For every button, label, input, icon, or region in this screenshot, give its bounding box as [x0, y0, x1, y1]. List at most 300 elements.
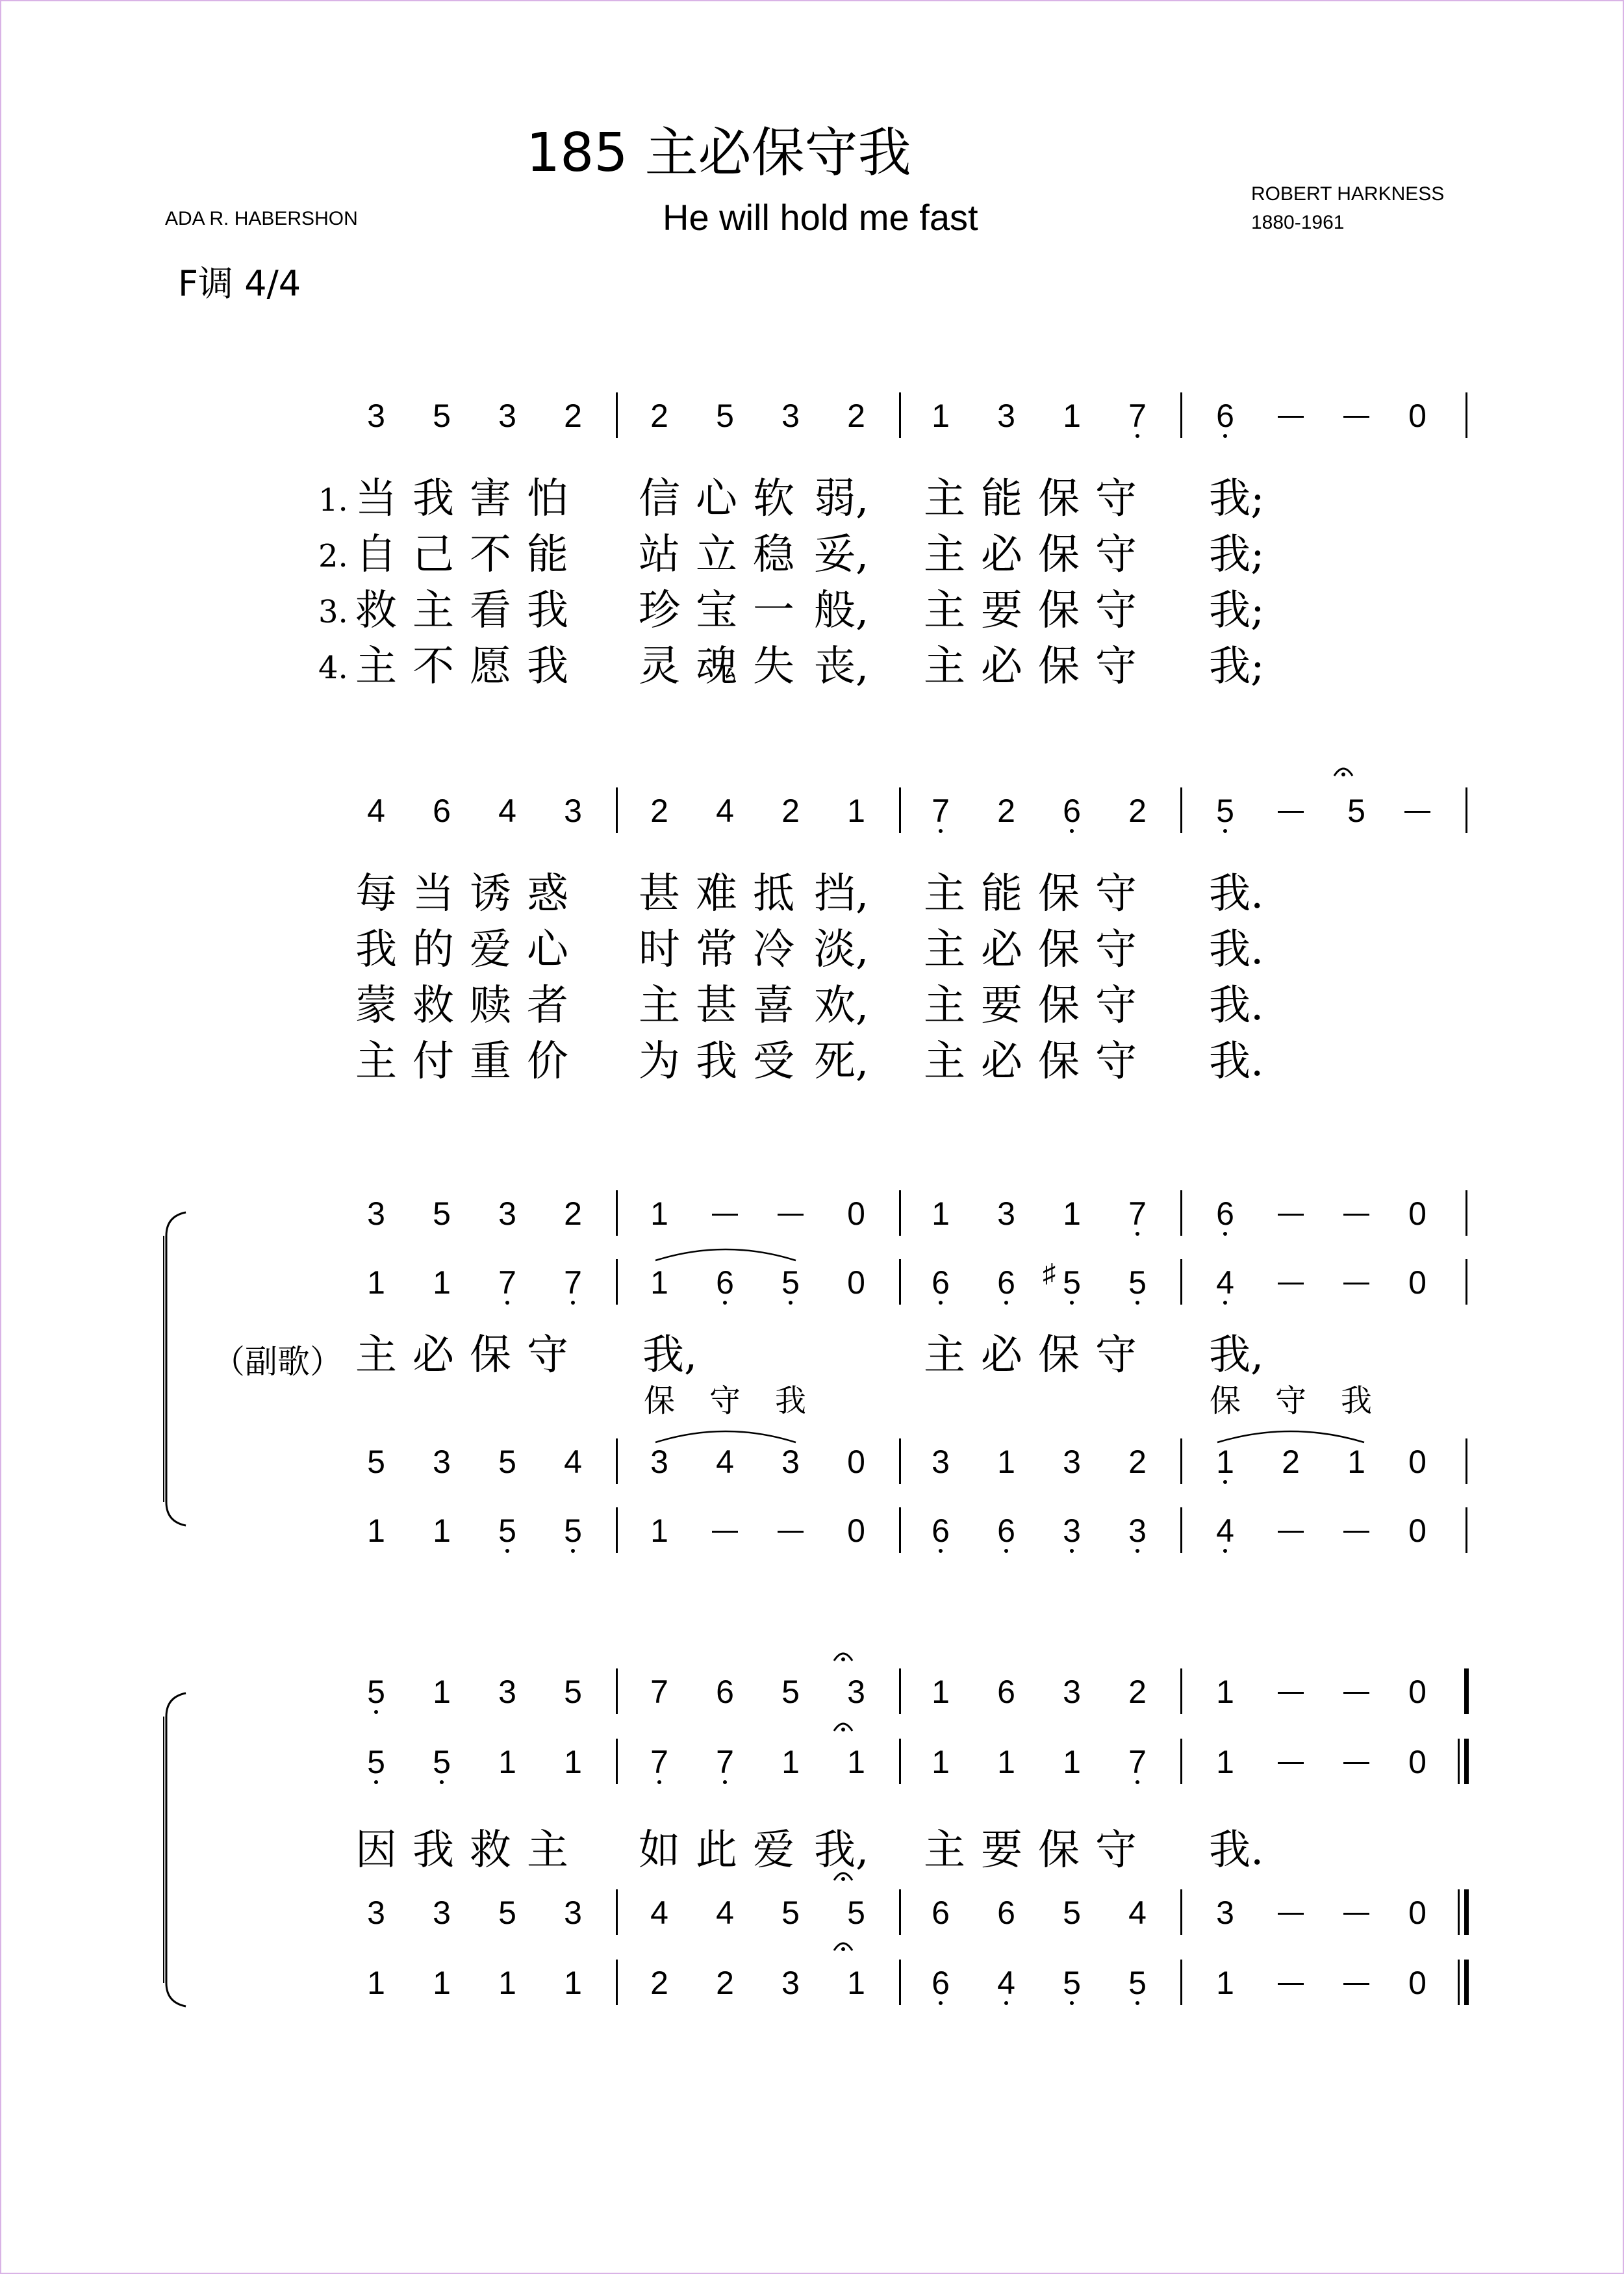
lyric-syllable: 救 [470, 1826, 511, 1874]
lyric-syllable: 必 [981, 531, 1022, 579]
note [776, 791, 806, 830]
note-value: 4 [997, 1965, 1015, 2001]
note-value: 6 [997, 1513, 1015, 1549]
barline [1180, 787, 1182, 833]
note [1402, 396, 1432, 435]
lyric-syllable: 心 [696, 475, 737, 523]
note-value: 1 [1216, 1444, 1234, 1480]
hold-dash [1343, 416, 1369, 418]
lyric-syllable: 珍 [639, 587, 680, 635]
barline [616, 1259, 618, 1305]
note [841, 1963, 871, 2002]
note [841, 1263, 871, 1302]
note [776, 1263, 806, 1302]
note-value: 2 [564, 398, 582, 434]
octave-dot-below [1136, 1232, 1139, 1236]
hold-dash [1278, 1692, 1304, 1694]
octave-dot-below [1136, 1549, 1139, 1553]
note [1057, 1442, 1087, 1481]
note-value: 3 [650, 1444, 668, 1480]
lyric-syllable: 价 [527, 1038, 568, 1086]
note [492, 1263, 522, 1302]
barline [1458, 1960, 1460, 2005]
lyric-syllable: 心 [527, 926, 568, 974]
hold-dash [1343, 1531, 1369, 1533]
hold-dash [712, 1214, 738, 1216]
lyric-syllable: 主 [355, 643, 397, 691]
lyric-syllable: 守 [1095, 531, 1137, 579]
note-value: 4 [716, 793, 734, 829]
octave-dot-below [1136, 434, 1139, 438]
lyric-syllable: 当 [355, 475, 397, 523]
barline [1180, 1507, 1182, 1553]
note-value: 5 [1128, 1264, 1147, 1301]
lyric-syllable: 一 [753, 587, 794, 635]
lyric-syllable: 此 [696, 1826, 737, 1874]
note [926, 1893, 956, 1932]
barline [899, 1960, 901, 2005]
note [1123, 1963, 1152, 2002]
barline [616, 1739, 618, 1784]
sharp-sign: ♯ [1043, 1259, 1056, 1288]
note [1057, 1963, 1087, 2002]
note-value: 3 [433, 1444, 451, 1480]
note [427, 1263, 457, 1302]
barline [899, 1739, 901, 1784]
note-value: 6 [932, 1264, 950, 1301]
lyric-syllable: 当 [412, 870, 454, 918]
note [710, 396, 740, 435]
note [1210, 1893, 1240, 1932]
note [710, 791, 740, 830]
octave-dot-below [1004, 2001, 1008, 2005]
note-value: 5 [564, 1674, 582, 1710]
lyric-syllable: 救 [355, 587, 397, 635]
lyric-syllable: 必 [412, 1331, 454, 1379]
note-value: 3 [1063, 1513, 1081, 1549]
lyric-syllable: 愿 [470, 643, 511, 691]
slur-curve [654, 1242, 797, 1262]
lyric-syllable: 主 [924, 926, 965, 974]
final-barline [1464, 1668, 1469, 1714]
note-value: 2 [716, 1965, 734, 2001]
lyric-syllable: 诱 [470, 870, 511, 918]
lyric-syllable: 死, [814, 1038, 869, 1086]
note [492, 1672, 522, 1711]
lyric-syllable: 淡, [814, 926, 869, 974]
lyric-syllable: 不 [412, 643, 454, 691]
note [1210, 1511, 1240, 1550]
lyric-syllable: 保 [1038, 1038, 1080, 1086]
note [1402, 1963, 1432, 2002]
note-value: 1 [997, 1744, 1015, 1780]
note-value: 7 [650, 1744, 668, 1780]
note [1057, 1511, 1087, 1550]
note-value: 3 [367, 1195, 385, 1232]
note [644, 1743, 674, 1782]
note [492, 791, 522, 830]
note [1057, 1194, 1087, 1233]
lyric-syllable: 主 [355, 1331, 397, 1379]
note [427, 1743, 457, 1782]
note [427, 1511, 457, 1550]
note-value: 0 [1408, 1895, 1427, 1931]
lyric-syllable: 我. [1209, 1826, 1264, 1874]
note [1123, 1194, 1152, 1233]
note-value: 4 [716, 1444, 734, 1480]
note [841, 1194, 871, 1233]
note [1210, 1263, 1240, 1302]
note-value: 7 [650, 1674, 668, 1710]
note [1210, 1672, 1240, 1711]
lyric-syllable: 软 [753, 475, 794, 523]
note [776, 396, 806, 435]
lyric-syllable: 爱 [753, 1826, 794, 1874]
lyric-syllable: 保 [1038, 587, 1080, 635]
note [841, 1743, 871, 1782]
barline [1465, 392, 1467, 438]
hold-dash [778, 1214, 804, 1216]
octave-dot-below [374, 1780, 378, 1784]
note-value: 5 [564, 1513, 582, 1549]
note-value: 5 [716, 398, 734, 434]
note-value: 1 [650, 1513, 668, 1549]
note-value: 1 [433, 1513, 451, 1549]
composer: ROBERT HARKNESS [1251, 183, 1445, 205]
note-value: 3 [498, 1674, 516, 1710]
note-value: 1 [1063, 1195, 1081, 1232]
chorus-brace-1 [160, 1210, 191, 1528]
note-value: 2 [847, 398, 865, 434]
octave-dot-below [1004, 1301, 1008, 1305]
barline [616, 1960, 618, 2005]
note-value: 0 [1408, 1264, 1427, 1301]
hold-dash [1343, 1762, 1369, 1764]
barline [616, 1438, 618, 1484]
lyric-syllable: 我, [642, 1331, 698, 1379]
note [644, 791, 674, 830]
lyric-syllable: 因 [355, 1826, 397, 1874]
note-value: 0 [1408, 398, 1427, 434]
note [991, 1672, 1021, 1711]
note-value: 6 [433, 793, 451, 829]
note [1043, 1259, 1087, 1302]
lyric-syllable: 保 [1038, 982, 1080, 1030]
note-value: 3 [367, 398, 385, 434]
hold-dash [1343, 1214, 1369, 1216]
final-barline [1464, 1739, 1469, 1784]
note [926, 1672, 956, 1711]
note [1057, 791, 1087, 830]
note-value: 2 [781, 793, 800, 829]
note-value: 3 [781, 1444, 800, 1480]
note [361, 1263, 391, 1302]
lyric-syllable: 魂 [696, 643, 737, 691]
note-value: 2 [650, 793, 668, 829]
note [644, 1511, 674, 1550]
lyric-syllable: 我 [412, 475, 454, 523]
lyric-syllable: 守 [1095, 870, 1137, 918]
fermata-icon [830, 1866, 856, 1883]
note [492, 1194, 522, 1233]
note [991, 396, 1021, 435]
note [1402, 1194, 1432, 1233]
lyric-syllable: 我 [527, 587, 568, 635]
note [1210, 1442, 1240, 1481]
note-value: 3 [932, 1444, 950, 1480]
note [926, 1511, 956, 1550]
note-value: 6 [997, 1895, 1015, 1931]
fermata-icon [830, 1717, 856, 1733]
lyric-syllable: 守 [1095, 1331, 1137, 1379]
octave-dot-below [505, 1549, 509, 1553]
lyric-syllable: 守 [1095, 475, 1137, 523]
note-value: 5 [781, 1674, 800, 1710]
note [1123, 396, 1152, 435]
note-value: 1 [650, 1195, 668, 1232]
note [710, 1963, 740, 2002]
note-value: 6 [716, 1264, 734, 1301]
note-value: 1 [1216, 1744, 1234, 1780]
lyric-syllable: 丧, [814, 643, 869, 691]
final-barline [1464, 1960, 1469, 2005]
hold-dash [1343, 1283, 1369, 1284]
lyric-syllable: 害 [470, 475, 511, 523]
lyric-syllable: 甚 [696, 982, 737, 1030]
hold-dash [1278, 1983, 1304, 1985]
note [991, 1442, 1021, 1481]
note-value: 1 [367, 1513, 385, 1549]
note-value: 6 [1216, 398, 1234, 434]
lyric-syllable: 我 [355, 926, 397, 974]
note [1402, 1263, 1432, 1302]
note-value: 1 [932, 1195, 950, 1232]
note [361, 791, 391, 830]
barline [1465, 1438, 1467, 1484]
note-value: 1 [1216, 1674, 1234, 1710]
lyric-syllable: 救 [412, 982, 454, 1030]
note [926, 1263, 956, 1302]
note-value: 6 [997, 1264, 1015, 1301]
barline [1180, 392, 1182, 438]
barline [616, 787, 618, 833]
lyric-syllable: 保 [1038, 1826, 1080, 1874]
note-value: 2 [650, 398, 668, 434]
lyric-syllable: 妥, [814, 531, 869, 579]
note [926, 1743, 956, 1782]
barline [899, 1889, 901, 1935]
lyric-syllable: 主 [924, 475, 965, 523]
lyric-syllable: 主 [412, 587, 454, 635]
lyric-syllable: 我; [1209, 531, 1265, 579]
lyric-syllable: 必 [981, 926, 1022, 974]
note-value: 1 [932, 398, 950, 434]
note [926, 1442, 956, 1481]
note [558, 1511, 588, 1550]
note [991, 1263, 1021, 1302]
note [926, 791, 956, 830]
note-value: 3 [781, 398, 800, 434]
note [1057, 1893, 1087, 1932]
verse-number: 3. [318, 594, 348, 630]
barline [1180, 1960, 1182, 2005]
page-title: 185 主必保守我 [526, 122, 911, 184]
octave-dot-below [374, 1710, 378, 1714]
octave-dot-below [440, 1780, 444, 1784]
octave-dot-below [939, 1549, 943, 1553]
lyric-syllable: 守 [527, 1331, 568, 1379]
lyric-syllable: 主 [924, 531, 965, 579]
note [361, 1672, 391, 1711]
note [926, 1963, 956, 2002]
note [1123, 1442, 1152, 1481]
lyric-syllable: 主 [924, 1826, 965, 1874]
octave-dot-below [1070, 829, 1074, 833]
note-value: 5 [433, 398, 451, 434]
note [558, 396, 588, 435]
note-value: 2 [997, 793, 1015, 829]
lyric-syllable: 必 [981, 1331, 1022, 1379]
note-value: 0 [1408, 1513, 1427, 1549]
lyric-syllable: 我 [696, 1038, 737, 1086]
lyric-syllable: 的 [412, 926, 454, 974]
octave-dot-below [1223, 1232, 1227, 1236]
note-value: 1 [564, 1965, 582, 2001]
lyric-syllable: 弱, [814, 475, 869, 523]
note-value: 5 [781, 1895, 800, 1931]
barline [1458, 1739, 1460, 1784]
note-value: 7 [716, 1744, 734, 1780]
note [558, 1194, 588, 1233]
hold-dash [1343, 1983, 1369, 1985]
note [991, 1194, 1021, 1233]
note-value: 5 [433, 1195, 451, 1232]
note [1123, 1511, 1152, 1550]
lyric-syllable: 主 [924, 587, 965, 635]
verse-number: 2. [318, 538, 348, 574]
octave-dot-below [1223, 1549, 1227, 1553]
note [1057, 1672, 1087, 1711]
lyric-syllable: 冷 [753, 926, 794, 974]
note [991, 1743, 1021, 1782]
barline [1180, 1190, 1182, 1236]
lyric-syllable: 守 [1095, 1038, 1137, 1086]
lyric-syllable: 守 [1095, 1826, 1137, 1874]
lyric-syllable: 我 [774, 1383, 806, 1419]
note-value: 3 [997, 1195, 1015, 1232]
note [1402, 1743, 1432, 1782]
note [361, 1963, 391, 2002]
lyric-syllable: 甚 [639, 870, 680, 918]
note-value: 1 [433, 1264, 451, 1301]
note-value: 1 [847, 1965, 865, 2001]
note [427, 1963, 457, 2002]
note-value: 5 [498, 1444, 516, 1480]
note [558, 1263, 588, 1302]
note-value: 1 [433, 1965, 451, 2001]
note-value: 5 [1063, 1264, 1081, 1301]
note-value: 1 [367, 1965, 385, 2001]
lyric-syllable: 爱 [470, 926, 511, 974]
octave-dot-below [571, 1301, 575, 1305]
note [1402, 1442, 1432, 1481]
hold-dash [778, 1531, 804, 1533]
note-value: 2 [1282, 1444, 1300, 1480]
note [841, 1893, 871, 1932]
note-value: 0 [1408, 1444, 1427, 1480]
lyric-syllable: 保 [1209, 1383, 1241, 1419]
lyric-syllable: 惑 [527, 870, 568, 918]
note [841, 396, 871, 435]
octave-dot-below [789, 1301, 793, 1305]
lyric-syllable: 主 [527, 1826, 568, 1874]
chorus-brace-2 [160, 1691, 191, 2009]
note-value: 3 [1063, 1444, 1081, 1480]
lyric-syllable: 保 [1038, 926, 1080, 974]
note-value: 6 [1216, 1195, 1234, 1232]
composer-block [1251, 180, 1444, 237]
lyric-syllable: 我 [1340, 1383, 1372, 1419]
note-value: 6 [932, 1965, 950, 2001]
note [427, 1442, 457, 1481]
note-value: 2 [650, 1965, 668, 2001]
octave-dot-below [1136, 1301, 1139, 1305]
octave-dot-below [1070, 1549, 1074, 1553]
note-value: 5 [847, 1895, 865, 1931]
lyric-syllable: 能 [981, 475, 1022, 523]
note [1402, 1893, 1432, 1932]
hold-dash [1404, 811, 1430, 813]
hold-dash [712, 1531, 738, 1533]
note-value: 5 [1347, 793, 1365, 829]
note [361, 1442, 391, 1481]
barline [1180, 1259, 1182, 1305]
lyric-syllable: 灵 [639, 643, 680, 691]
lyric-syllable: 欢, [814, 982, 869, 1030]
note-value: 4 [1216, 1264, 1234, 1301]
lyric-syllable: 保 [643, 1383, 675, 1419]
lyric-syllable: 如 [639, 1826, 680, 1874]
lyric-syllable: 守 [1095, 982, 1137, 1030]
note-value: 1 [932, 1674, 950, 1710]
lyric-syllable: 稳 [753, 531, 794, 579]
note-value: 1 [367, 1264, 385, 1301]
octave-dot-below [657, 1780, 661, 1784]
lyric-syllable: 者 [527, 982, 568, 1030]
note-value: 1 [1347, 1444, 1365, 1480]
barline [899, 1507, 901, 1553]
lyric-syllable: 能 [527, 531, 568, 579]
note [841, 1511, 871, 1550]
note [644, 1263, 674, 1302]
note-value: 3 [564, 1895, 582, 1931]
lyric-syllable: 我; [1209, 643, 1265, 691]
note-value: 5 [1063, 1895, 1081, 1931]
barline [1465, 1259, 1467, 1305]
barline [1465, 1507, 1467, 1553]
note-value: 3 [498, 1195, 516, 1232]
note [1057, 396, 1087, 435]
note-value: 2 [1128, 1444, 1147, 1480]
barline [1465, 787, 1467, 833]
barline [1180, 1668, 1182, 1714]
note [991, 1893, 1021, 1932]
lyric-syllable: 守 [1095, 643, 1137, 691]
note-value: 5 [498, 1895, 516, 1931]
note [776, 1963, 806, 2002]
note [1123, 1263, 1152, 1302]
lyric-syllable: 守 [709, 1383, 741, 1419]
